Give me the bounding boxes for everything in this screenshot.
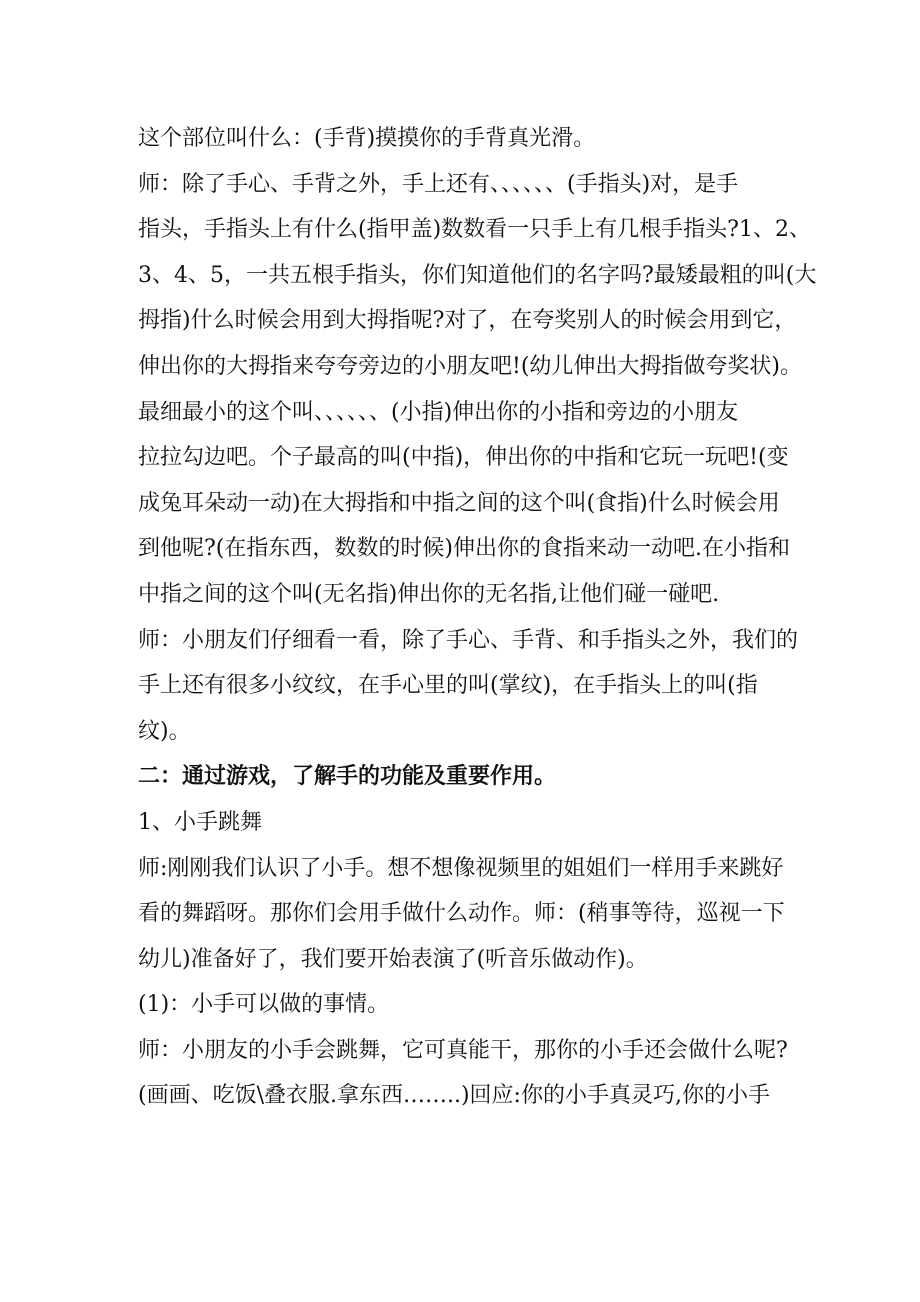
subsection-heading: 1、小手跳舞 (138, 809, 262, 835)
text-line: 指头，手指头上有什么(指甲盖)数数看一只手上有几根手指头?1、2、 (138, 217, 811, 243)
text-line: 最细最小的这个叫、、、、、、(小指)伸出你的小指和旁边的小朋友 (138, 399, 739, 425)
text-line: 成兔耳朵动一动)在大拇指和中指之间的这个叫(食指)什么时候会用 (138, 490, 780, 516)
text-line: 手上还有很多小纹纹，在手心里的叫(掌纹)，在手指头上的叫(指 (138, 673, 758, 699)
text-line: 拉拉勾边吧。个子最高的叫(中指)，伸出你的中指和它玩一玩吧!(变 (138, 445, 789, 471)
text-line: 中指之间的这个叫(无名指)伸出你的无名指,让他们碰一碰吧. (138, 581, 720, 607)
text-line: 师：除了手心、手背之外，手上还有、、、、、、(手指头)对，是手 (138, 171, 739, 197)
text-line: 拇指)什么时候会用到大拇指呢?对了，在夸奖别人的时候会用到它， (138, 308, 797, 334)
document-body (138, 116, 817, 1119)
text-line: 到他呢?(在指东西，数数的时候)伸出你的食指来动一动吧.在小指和 (138, 536, 790, 562)
text-line: (画画、吃饭\叠衣服.拿东西……..)回应:你的小手真灵巧,你的小手 (138, 1083, 770, 1109)
section-heading: 二：通过游戏，了解手的功能及重要作用。 (138, 763, 557, 790)
text-line: 这个部位叫什么：(手背)摸摸你的手背真光滑。 (138, 126, 596, 151)
text-line: 伸出你的大拇指来夸夸旁边的小朋友吧!(幼儿伸出大拇指做夸奖状)。 (138, 353, 803, 379)
text-line: (1)：小手可以做的事情。 (138, 992, 390, 1018)
text-line: 师：小朋友们仔细看一看，除了手心、手背、和手指头之外，我们的 (138, 627, 799, 653)
text-line: 看的舞蹈呀。那你们会用手做什么动作。师：(稍事等待，巡视一下 (138, 901, 785, 927)
text-line: 3、4、5，一共五根手指头，你们知道他们的名字吗?最矮最粗的叫(大 (138, 262, 817, 288)
text-line: 师：小朋友的小手会跳舞，它可真能干，那你的小手还会做什么呢? (138, 1037, 788, 1063)
text-line: 纹)。 (138, 718, 191, 744)
text-line: 幼儿)准备好了，我们要开始表演了(听音乐做动作)。 (138, 946, 648, 972)
text-line: 师:刚刚我们认识了小手。想不想像视频里的姐姐们一样用手来跳好 (138, 855, 784, 881)
